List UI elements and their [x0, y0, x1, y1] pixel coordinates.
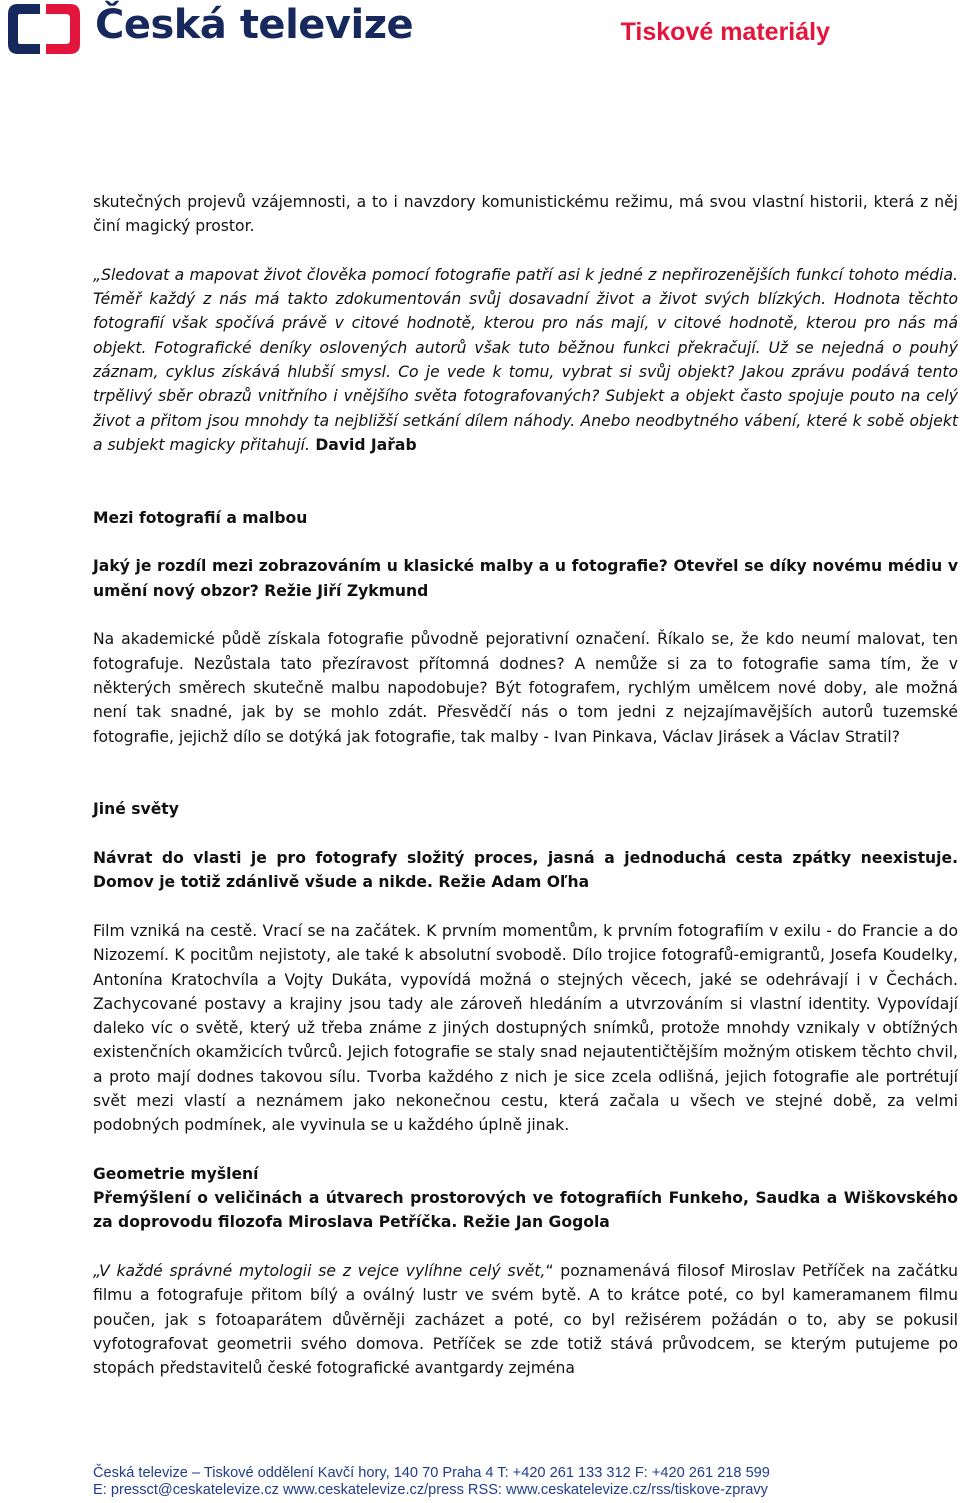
article-body — [93, 190, 958, 1381]
section-title: Jiné světy — [93, 800, 179, 819]
quote-author: David Jařab — [309, 435, 417, 454]
page-header — [0, 0, 960, 70]
section-label: Tiskové materiály — [620, 18, 830, 46]
quote-text: „V každé správné mytologii se z vejce vylíhne celý svět, — [93, 1262, 546, 1281]
quote-paragraph — [93, 263, 958, 457]
ct-logo-icon — [4, 0, 84, 58]
paragraph: Na akademické půdě získala fotografie původně pejorativní označení. Říkalo se, že kdo neumí malovat, ten fotografuje. Nezůstala tato přezíravost přítomná dodnes? A nemůže si za to fotografie sama tím, že v některých směrech skutečně malbu napodobuje? Být fotografem, rychlým umělcem nové doby, ale možná není tak snadné, jak by se mohlo zdát. Přesvědčí nás o tom jedni z nejzajímavějších autorů tuzemské fotografie, jejichž dílo se dotýká jak fotografie, tak malby - Ivan Pinkava, Václav Jirásek a Václav Stratil? — [93, 630, 958, 746]
footer-contact: Česká televize – Tiskové oddělení Kavčí hory, 140 70 Praha 4 T: +420 261 133 312 F: +420 261 218 599 — [93, 1465, 770, 1481]
paragraph: Film vzniká na cestě. Vrací se na začátek. K prvním momentům, k prvním fotografiím v exilu - do Francie a do Nizozemí. K pocitům nejistoty, ale také k absolutní svobodě. Dílo trojice fotografů-emigrantů, Josefa Koudelky, Antonína Kratochvíla a Vojty Dukáta, vypovídá možná o stejných věcech, jaké se odehrávají i v Čechách. Zachycované postavy a krajiny jsou tady ale zároveň hledáním a utvrzováním si vlastní identity. Vypovídají daleko víc o světě, který už třeba známe z jiných dostupných snímků, protože mnohdy vznikaly v obtížných existenčních okamžicích tvůrců. Jejich fotografie se staly snad nejautentičtějším možným otiskem těchto chvil, a proto mají dodnes takovou sílu. Tvorba každého z nich je sice zcela odlišná, jejich fotografie ale portrétují svět mezi vlastí a neznámem jako nekonečnou cestu, která začala u všech ve stejné době, za velmi podobných podmínek, ale vyvinula se u každého úplně jinak. — [93, 921, 958, 1135]
section-lead: Návrat do vlasti je pro fotografy složitý proces, jasná a jednoduchá cesta zpátky neexistuje. Domov je totiž zdánlivě všude a nikde. Režie Adam Oľha — [93, 849, 958, 892]
brand-name: Česká televize — [95, 2, 414, 48]
section-title: Geometrie myšlení — [93, 1164, 259, 1183]
section-lead: Přemýšlení o veličinách a útvarech prostorových ve fotografiích Funkeho, Saudka a Wiškovského za doprovodu filozofa Miroslava Petříčka. Režie Jan Gogola — [93, 1189, 958, 1232]
paragraph — [93, 1259, 958, 1380]
paragraph: skutečných projevů vzájemnosti, a to i navzdory komunistickému režimu, má svou vlastní historii, která z něj činí magický prostor. — [93, 193, 958, 236]
paragraph-text: “ poznamenává filosof Miroslav Petříček na začátku filmu a fotografuje přitom bílý a oválný lustr ve svém bytě. A to krátce poté, co byl kameramanem filmu poučen, jak s fotoaparátem důvěrněji zacházet a poté, co byl režisérem požádán o to, aby se pokusil vyfotografovat geometrii svého domova. Petříček se zde totiž stává průvodcem, se kterým putujeme po stopách představitelů české fotografické avantgardy zejména — [93, 1262, 958, 1378]
section-title: Mezi fotografií a malbou — [93, 508, 308, 527]
page-footer — [93, 1465, 953, 1499]
footer-links: E: pressct@ceskatelevize.cz www.ceskatelevize.cz/press RSS: www.ceskatelevize.cz/rss/tiskove-zpravy — [93, 1482, 768, 1498]
section-lead: Jaký je rozdíl mezi zobrazováním u klasické malby a u fotografie? Otevřel se díky novému médiu v umění nový obzor? Režie Jiří Zykmund — [93, 557, 958, 600]
quote-text: „Sledovat a mapovat život člověka pomocí fotografie patří asi k jedné z nepřirozenějších funkcí tohoto média. Téměř každý z nás má takto zdokumentován svůj dosavadní život a život svých blízkých. Hodnota těchto fotografií však spočívá právě v citové hodnotě, kterou pro nás mají, v citové hodnotě, kterou pro nás má objekt. Fotografické deníky oslovených autorů však tuto běžnou funkci překračují. Už se nejedná o pouhý záznam, cyklus získává hlubší smysl. Co je vede k tomu, vybrat si svůj objekt? Jakou zprávu podává tento trpělivý sběr obrazů vnitřního i vnějšího světa fotografovaných? Subjekt a objekt často spojuje pouto na celý život a přitom jsou mnohdy ta nejbližší setkání dílem náhody. Anebo neodbytného vábení, které k sobě objekt a subjekt magicky přitahují. — [93, 265, 958, 454]
